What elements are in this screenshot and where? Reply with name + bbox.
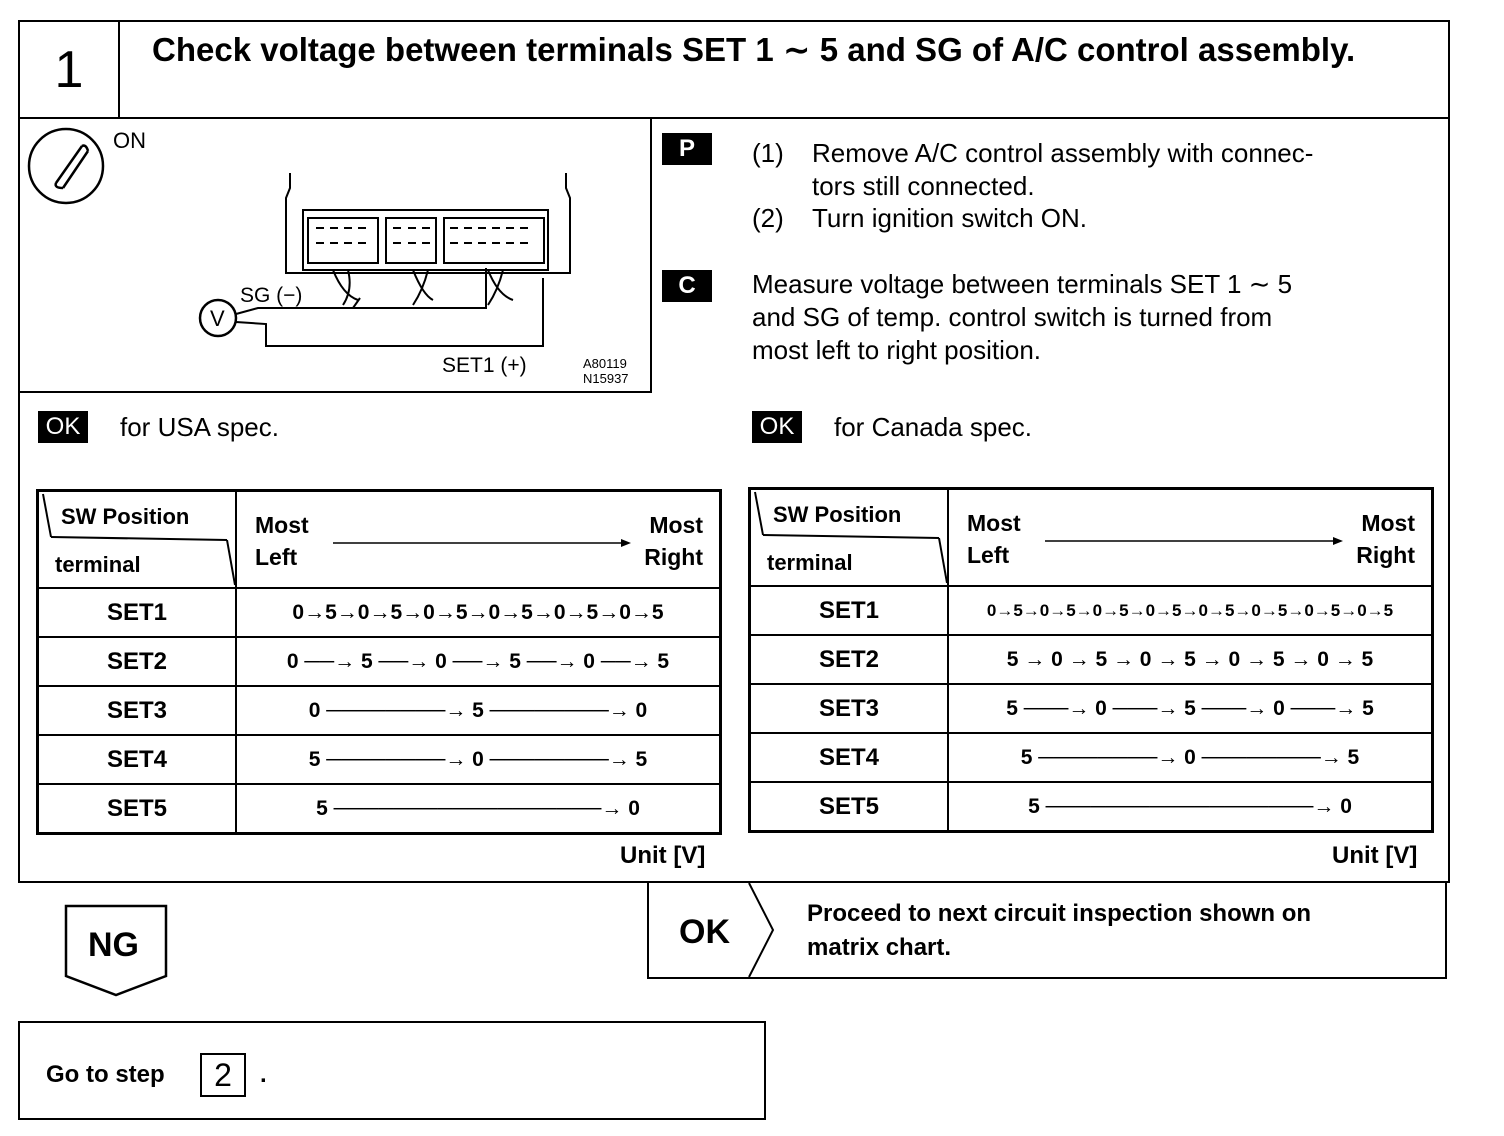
ok-result-text [807,897,1311,965]
prep-tag: P [662,133,712,165]
svg-text:V: V [210,306,225,331]
table-row [750,782,1433,832]
voltage-sequence: 0→5→0→5→0→5→0→5→0→5→0→5 [236,588,721,637]
prep-step-1-text-cont: tors still connected. [812,171,1035,201]
table-row [38,735,721,784]
voltage-sequence: 5 ───→ 0 ───→ 5 ───→ 0 ───→ 5 [948,684,1433,733]
check-line-1: Measure voltage between terminals SET 1 ∼ 5 [752,269,1293,299]
header-most-left-1: Most [967,510,1021,536]
ignition-switch-icon [29,129,103,203]
terminal-cell: SET2 [750,635,949,684]
header-left: Left [967,542,1010,568]
table-row [38,637,721,686]
figure-code-2: N15937 [583,371,629,386]
ignition-on-label: ON [113,128,146,153]
prep-step-2-text: Turn ignition switch ON. [812,203,1088,233]
sg-terminal-label: SG (−) [240,284,303,307]
ng-label: NG [88,926,139,964]
canada-unit-label: Unit [V] [1332,842,1418,869]
ok-result-line-2: matrix chart. [807,934,952,961]
table-row [750,586,1433,635]
terminal-cell: SET3 [38,686,237,735]
table-row [750,635,1433,684]
illustration-svg [18,118,650,391]
header-left: Left [255,544,298,570]
usa-unit-label: Unit [V] [620,842,706,869]
goto-step-number[interactable]: 2 [200,1053,246,1097]
direction-arrow-icon [949,490,1431,585]
canada-spec-label: for Canada spec. [834,412,1033,442]
prep-step-1-text: Remove A/C control assembly with connec- [812,138,1314,168]
ng-flow-box [64,904,170,998]
header-terminal: terminal [767,550,853,575]
voltage-sequence: 5 ────────→ 0 ────────→ 5 [948,733,1433,782]
check-line-3: most left to right position. [752,335,1042,365]
step-number: 1 [20,22,120,117]
set1-terminal-label: SET1 (+) [442,354,527,377]
header-sw-position: SW Position [773,502,902,527]
terminal-cell: SET1 [38,588,237,637]
voltage-sequence: 5 ──────────────────→ 0 [948,782,1433,832]
header-direction-cell [236,491,721,589]
header-terminal: terminal [55,552,141,577]
terminal-cell: SET3 [750,684,949,733]
terminal-cell: SET2 [38,637,237,686]
header-right: Right [644,544,703,570]
direction-arrow-icon [237,492,719,587]
canada-voltage-table [748,487,1434,833]
ok-result-label: OK [679,913,730,951]
header-right: Right [1356,542,1415,568]
usa-voltage-table [36,489,722,835]
voltage-sequence: 0→5→0→5→0→5→0→5→0→5→0→5→0→5→0→5 [948,586,1433,635]
voltage-sequence: 0 ────────→ 5 ────────→ 0 [236,686,721,735]
goto-text: Go to step [46,1061,165,1088]
header-most-right-1: Most [649,512,703,538]
table-header-row [38,491,721,589]
table-row [750,733,1433,782]
table-header-row [750,489,1433,587]
ok-result-line-1: Proceed to next circuit inspection shown on [807,900,1312,927]
header-corner-cell [38,491,237,589]
terminal-cell: SET4 [38,735,237,784]
usa-ok-badge: OK [38,411,88,443]
table-row [750,684,1433,733]
voltage-sequence: 5 ────────→ 0 ────────→ 5 [236,735,721,784]
probe-wires [236,268,543,346]
canada-ok-badge: OK [752,411,802,443]
terminal-cell: SET5 [38,784,237,834]
terminal-cell: SET4 [750,733,949,782]
voltage-sequence: 5 ──────────────────→ 0 [236,784,721,834]
voltage-sequence: 0 ──→ 5 ──→ 0 ──→ 5 ──→ 0 ──→ 5 [236,637,721,686]
terminal-cell: SET1 [750,586,949,635]
header-most-left-1: Most [255,512,309,538]
header-direction-cell [948,489,1433,587]
check-tag: C [662,270,712,302]
wiring-illustration [18,118,652,393]
figure-code-1: A80119 [583,356,627,371]
table-row [38,588,721,637]
prep-step-2-num: (2) [752,203,784,233]
table-row [38,686,721,735]
goto-step-box [18,1021,766,1120]
ok-result-box [647,881,1447,979]
header-most-right-1: Most [1361,510,1415,536]
step-header [18,20,1450,119]
terminal-cell: SET5 [750,782,949,832]
header-corner-cell [750,489,949,587]
usa-spec-label: for USA spec. [120,412,279,442]
goto-period: . [260,1061,267,1088]
table-row [38,784,721,834]
check-line-2: and SG of temp. control switch is turned from [752,302,1273,332]
connector-drawing [286,173,570,305]
voltmeter-icon [200,300,236,336]
step-title: Check voltage between terminals SET 1 ∼ 5 and SG of A/C control assembly. [152,31,1356,68]
header-sw-position: SW Position [61,504,190,529]
prep-step-1-num: (1) [752,138,784,168]
voltage-sequence: 5 → 0 → 5 → 0 → 5 → 0 → 5 → 0 → 5 [948,635,1433,684]
